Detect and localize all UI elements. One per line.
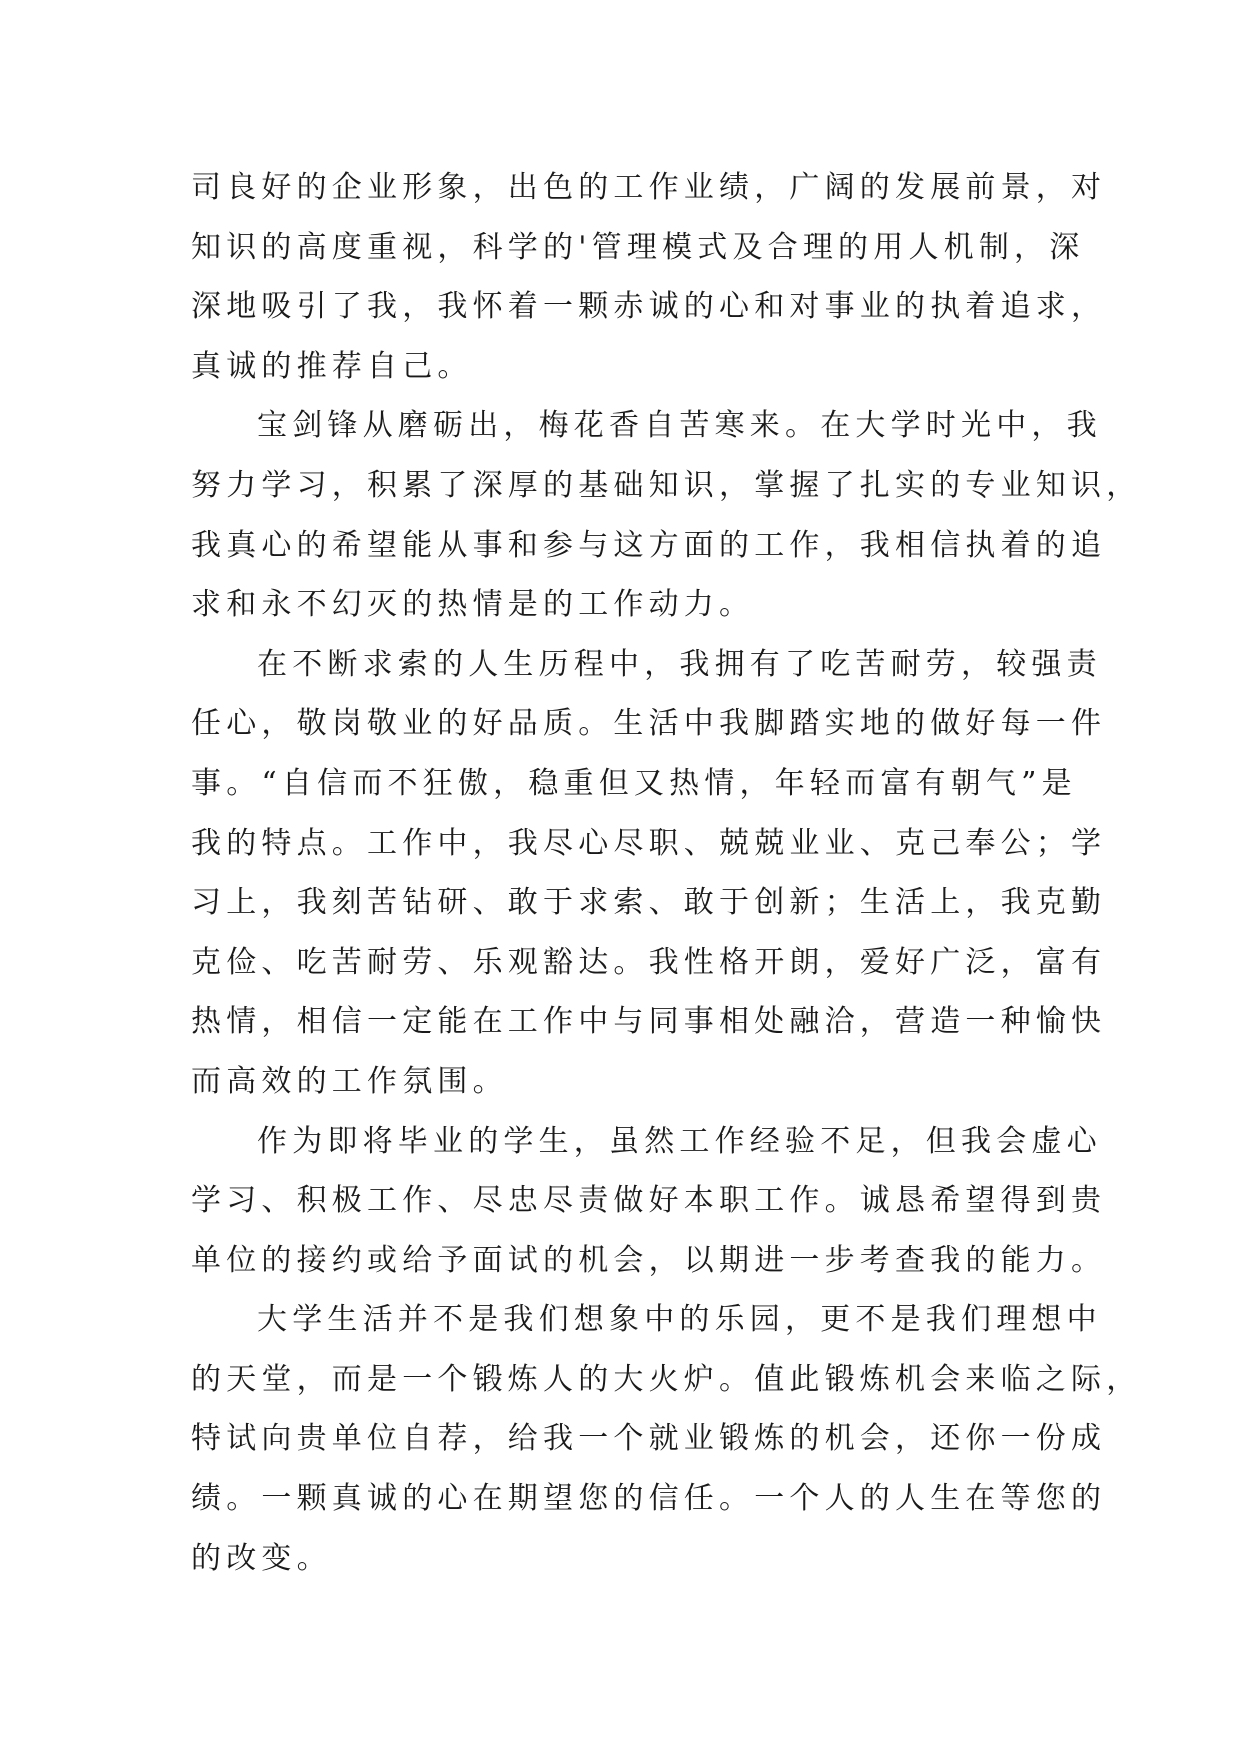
paragraph-first-line: 在不断求索的人生历程中，我拥有了吃苦耐劳，较强责 xyxy=(257,646,1102,682)
text-line: 的天堂，而是一个锻炼人的大火炉。值此锻炼机会来临之际， xyxy=(191,1361,1142,1397)
paragraph-first-line: 大学生活并不是我们想象中的乐园，更不是我们理想中 xyxy=(257,1302,1102,1338)
text-line: 事。“自信而不狂傲，稳重但又热情，年轻而富有朝气”是 xyxy=(191,765,1077,801)
paragraph-first-line: 作为即将毕业的学生，虽然工作经验不足，但我会虚心 xyxy=(257,1123,1102,1159)
text-line: 我的特点。工作中，我尽心尽职、兢兢业业、克己奉公；学 xyxy=(191,825,1107,861)
text-line: 求和永不幻灭的热情是的工作动力。 xyxy=(191,587,755,623)
text-line: 单位的接约或给予面试的机会，以期进一步考查我的能力。 xyxy=(191,1242,1107,1278)
text-line: 深地吸引了我，我怀着一颗赤诚的心和对事业的执着追求， xyxy=(191,289,1107,325)
text-line: 努力学习，积累了深厚的基础知识，掌握了扎实的专业知识， xyxy=(191,467,1142,503)
text-line: 热情，相信一定能在工作中与同事相处融洽，营造一种愉快 xyxy=(191,1004,1107,1040)
paragraph-first-line: 宝剑锋从磨砺出，梅花香自苦寒来。在大学时光中，我 xyxy=(257,408,1102,444)
text-line: 真诚的推荐自己。 xyxy=(191,348,473,384)
text-line: 克俭、吃苦耐劳、乐观豁达。我性格开朗，爱好广泛，富有 xyxy=(191,944,1107,980)
text-line: 习上，我刻苦钻研、敢于求索、敢于创新；生活上，我克勤 xyxy=(191,885,1107,921)
text-line: 而高效的工作氛围。 xyxy=(191,1063,508,1099)
text-line: 我真心的希望能从事和参与这方面的工作，我相信执着的追 xyxy=(191,527,1107,563)
text-line: 知识的高度重视，科学的'管理模式及合理的用人机制，深 xyxy=(191,229,1085,265)
text-line: 司良好的企业形象，出色的工作业绩，广阔的发展前景，对 xyxy=(191,170,1107,205)
document-body xyxy=(191,158,1142,1588)
text-line: 任心，敬岗敬业的好品质。生活中我脚踏实地的做好每一件 xyxy=(191,706,1107,742)
text-line: 特试向贵单位自荐，给我一个就业锻炼的机会，还你一份成 xyxy=(191,1421,1107,1457)
text-line: 学习、积极工作、尽忠尽责做好本职工作。诚恳希望得到贵 xyxy=(191,1183,1107,1219)
text-line: 的改变。 xyxy=(191,1540,332,1576)
text-line: 绩。一颗真诚的心在期望您的信任。一个人的人生在等您的 xyxy=(191,1481,1107,1517)
